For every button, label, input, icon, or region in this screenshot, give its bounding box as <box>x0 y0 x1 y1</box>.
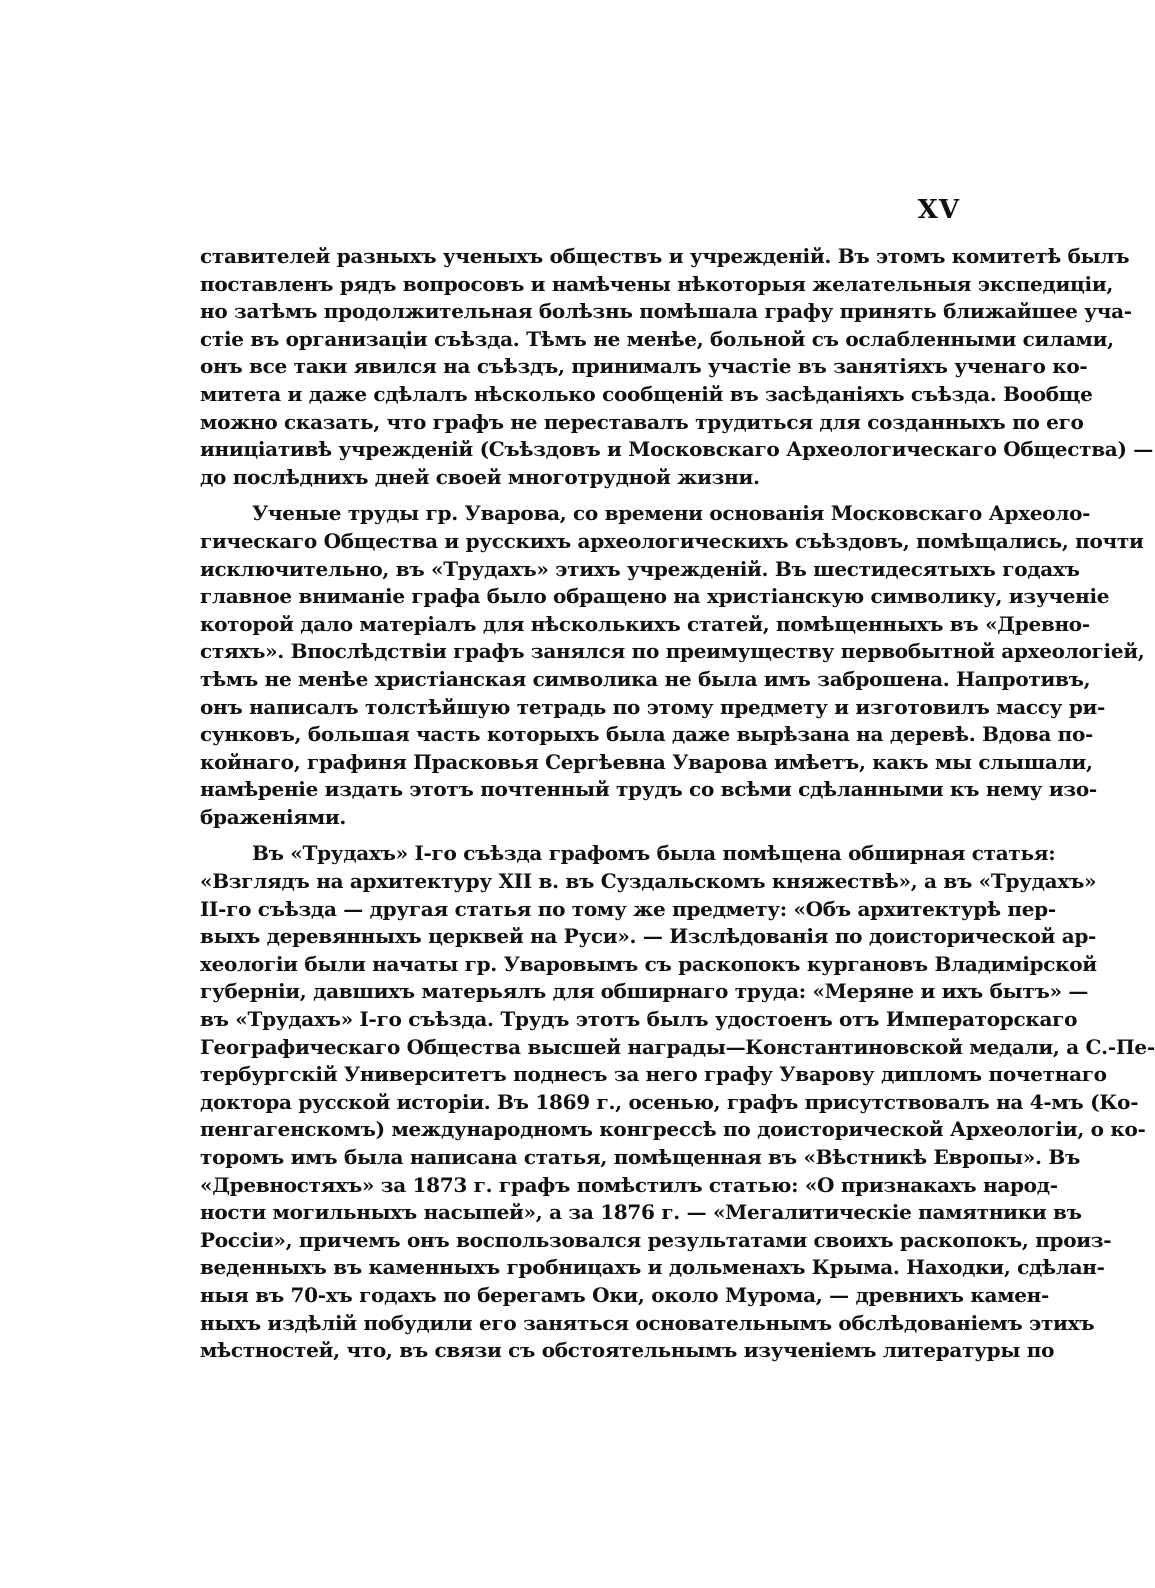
text-line: доктора русской исторіи. Въ 1869 г., осенью, графъ присутствовалъ на 4-мъ (Ко- <box>200 1089 1139 1114</box>
text-line: хеологіи были начаты гр. Уваровымъ съ раскопокъ кургановъ Владимірской <box>200 951 1097 976</box>
text-line: Россіи», причемъ онъ воспользовался результатами своихъ раскопокъ, произ- <box>200 1227 1112 1252</box>
text-line: браженіями. <box>200 804 347 829</box>
text-line: выхъ деревянныхъ церквей на Руси». — Изслѣдованія по доисторической ар- <box>200 924 1097 949</box>
text-line: «Взглядъ на архитектуру XII в. въ Суздальскомъ княжествѣ», а въ «Трудахъ» <box>200 869 1097 894</box>
text-line: «Древностяхъ» за 1873 г. графъ помѣстилъ статью: «О признакахъ народ- <box>200 1172 1058 1197</box>
text-line: II-го съѣзда — другая статья по тому же предмету: «Объ архитектурѣ пер- <box>200 896 1056 921</box>
text-line: но затѣмъ продолжительная болѣзнь помѣшала графу принять ближайшее уча- <box>200 299 1132 324</box>
text-line: пенгагенскомъ) международномъ конгрессѣ по доисторической Археологіи, о ко- <box>200 1117 1146 1142</box>
text-line: онъ написалъ толстѣйшую тетрадь по этому предмету и изготовилъ массу ри- <box>200 694 1106 719</box>
paragraph <box>200 840 1155 1364</box>
text-line: главное вниманіе графа было обращено на христіанскую символику, изученіе <box>200 584 1110 609</box>
body-text <box>200 243 1155 1365</box>
text-line: койнаго, графиня Прасковья Сергѣевна Уварова имѣетъ, какъ мы слышали, <box>200 749 1093 774</box>
text-line: сунковъ, большая часть которыхъ была даже вырѣзана на деревѣ. Вдова по- <box>200 722 1094 747</box>
text-line: которой дало матеріалъ для нѣсколькихъ статей, помѣщенныхъ въ «Древно- <box>200 611 1090 636</box>
text-line: намѣреніе издать этотъ почтенный трудъ со всѣми сдѣланными къ нему изо- <box>200 777 1097 802</box>
text-line: торомъ имъ была написана статья, помѣщенная въ «Вѣстникѣ Европы». Въ <box>200 1145 1080 1169</box>
text-line: веденныхъ въ каменныхъ гробницахъ и дольменахъ Крыма. Находки, сдѣлан- <box>200 1255 1105 1280</box>
text-line: гическаго Общества и русскихъ археологическихъ съѣздовъ, помѣщались, почти <box>200 528 1144 553</box>
paragraph <box>200 243 1153 491</box>
text-line: ныя въ 70-хъ годахъ по берегамъ Оки, около Мурома, — древнихъ камен- <box>200 1282 1050 1307</box>
text-line: стіе въ организаціи съѣзда. Тѣмъ не менѣе, больной съ ослабленными силами, <box>200 326 1114 351</box>
text-line: иниціативѣ учрежденій (Съѣздовъ и Московскаго Археологическаго Общества) — <box>200 437 1153 462</box>
paragraph <box>200 500 1145 831</box>
text-line: тѣмъ не менѣе христіанская символика не была имъ заброшена. Напротивъ, <box>200 666 1091 691</box>
text-line: мѣстностей, что, въ связи съ обстоятельнымъ изученіемъ литературы по <box>200 1338 1055 1363</box>
text-line: тербургскій Университетъ поднесъ за него графу Уварову дипломъ почетнаго <box>200 1062 1107 1087</box>
text-line: стяхъ». Впослѣдствіи графъ занялся по преимуществу первобытной археологіей, <box>200 639 1145 664</box>
text-line: Ученые труды гр. Уварова, со времени основанія Московскаго Археоло- <box>252 501 1091 526</box>
text-line: поставленъ рядъ вопросовъ и намѣчены нѣкоторыя желательныя экспедиціи, <box>200 271 1114 296</box>
text-line: до послѣднихъ дней своей многотрудной жизни. <box>200 464 760 489</box>
text-line: Географическаго Общества высшей награды—Константиновской медали, а С.-Пе- <box>200 1034 1155 1059</box>
text-line: исключительно, въ «Трудахъ» этихъ учрежденій. Въ шестидесятыхъ годахъ <box>200 556 1080 581</box>
page-number: XV <box>917 195 960 225</box>
text-line: губерніи, давшихъ матерьялъ для обширнаго труда: «Меряне и ихъ бытъ» — <box>200 979 1089 1004</box>
text-line: ныхъ издѣлій побудили его заняться основательнымъ обслѣдованіемъ этихъ <box>200 1310 1095 1335</box>
text-line: ставителей разныхъ ученыхъ обществъ и учрежденій. Въ этомъ комитетѣ былъ <box>200 244 1130 268</box>
text-line: онъ все таки явился на съѣздъ, принималъ участіе въ занятіяхъ ученаго ко- <box>200 354 1088 379</box>
text-line: можно сказать, что графъ не переставалъ трудиться для созданныхъ по его <box>200 409 1084 434</box>
text-line: митета и даже сдѣлалъ нѣсколько сообщеній въ засѣданіяхъ съѣзда. Вообще <box>200 381 1093 406</box>
text-line: въ «Трудахъ» I-го съѣзда. Трудъ этотъ былъ удостоенъ отъ Императорскаго <box>200 1007 1078 1032</box>
text-line: Въ «Трудахъ» I-го съѣзда графомъ была помѣщена обширная статья: <box>252 841 1056 866</box>
text-line: ности могильныхъ насыпей», а за 1876 г. — «Мегалитическіе памятники въ <box>200 1200 1082 1225</box>
